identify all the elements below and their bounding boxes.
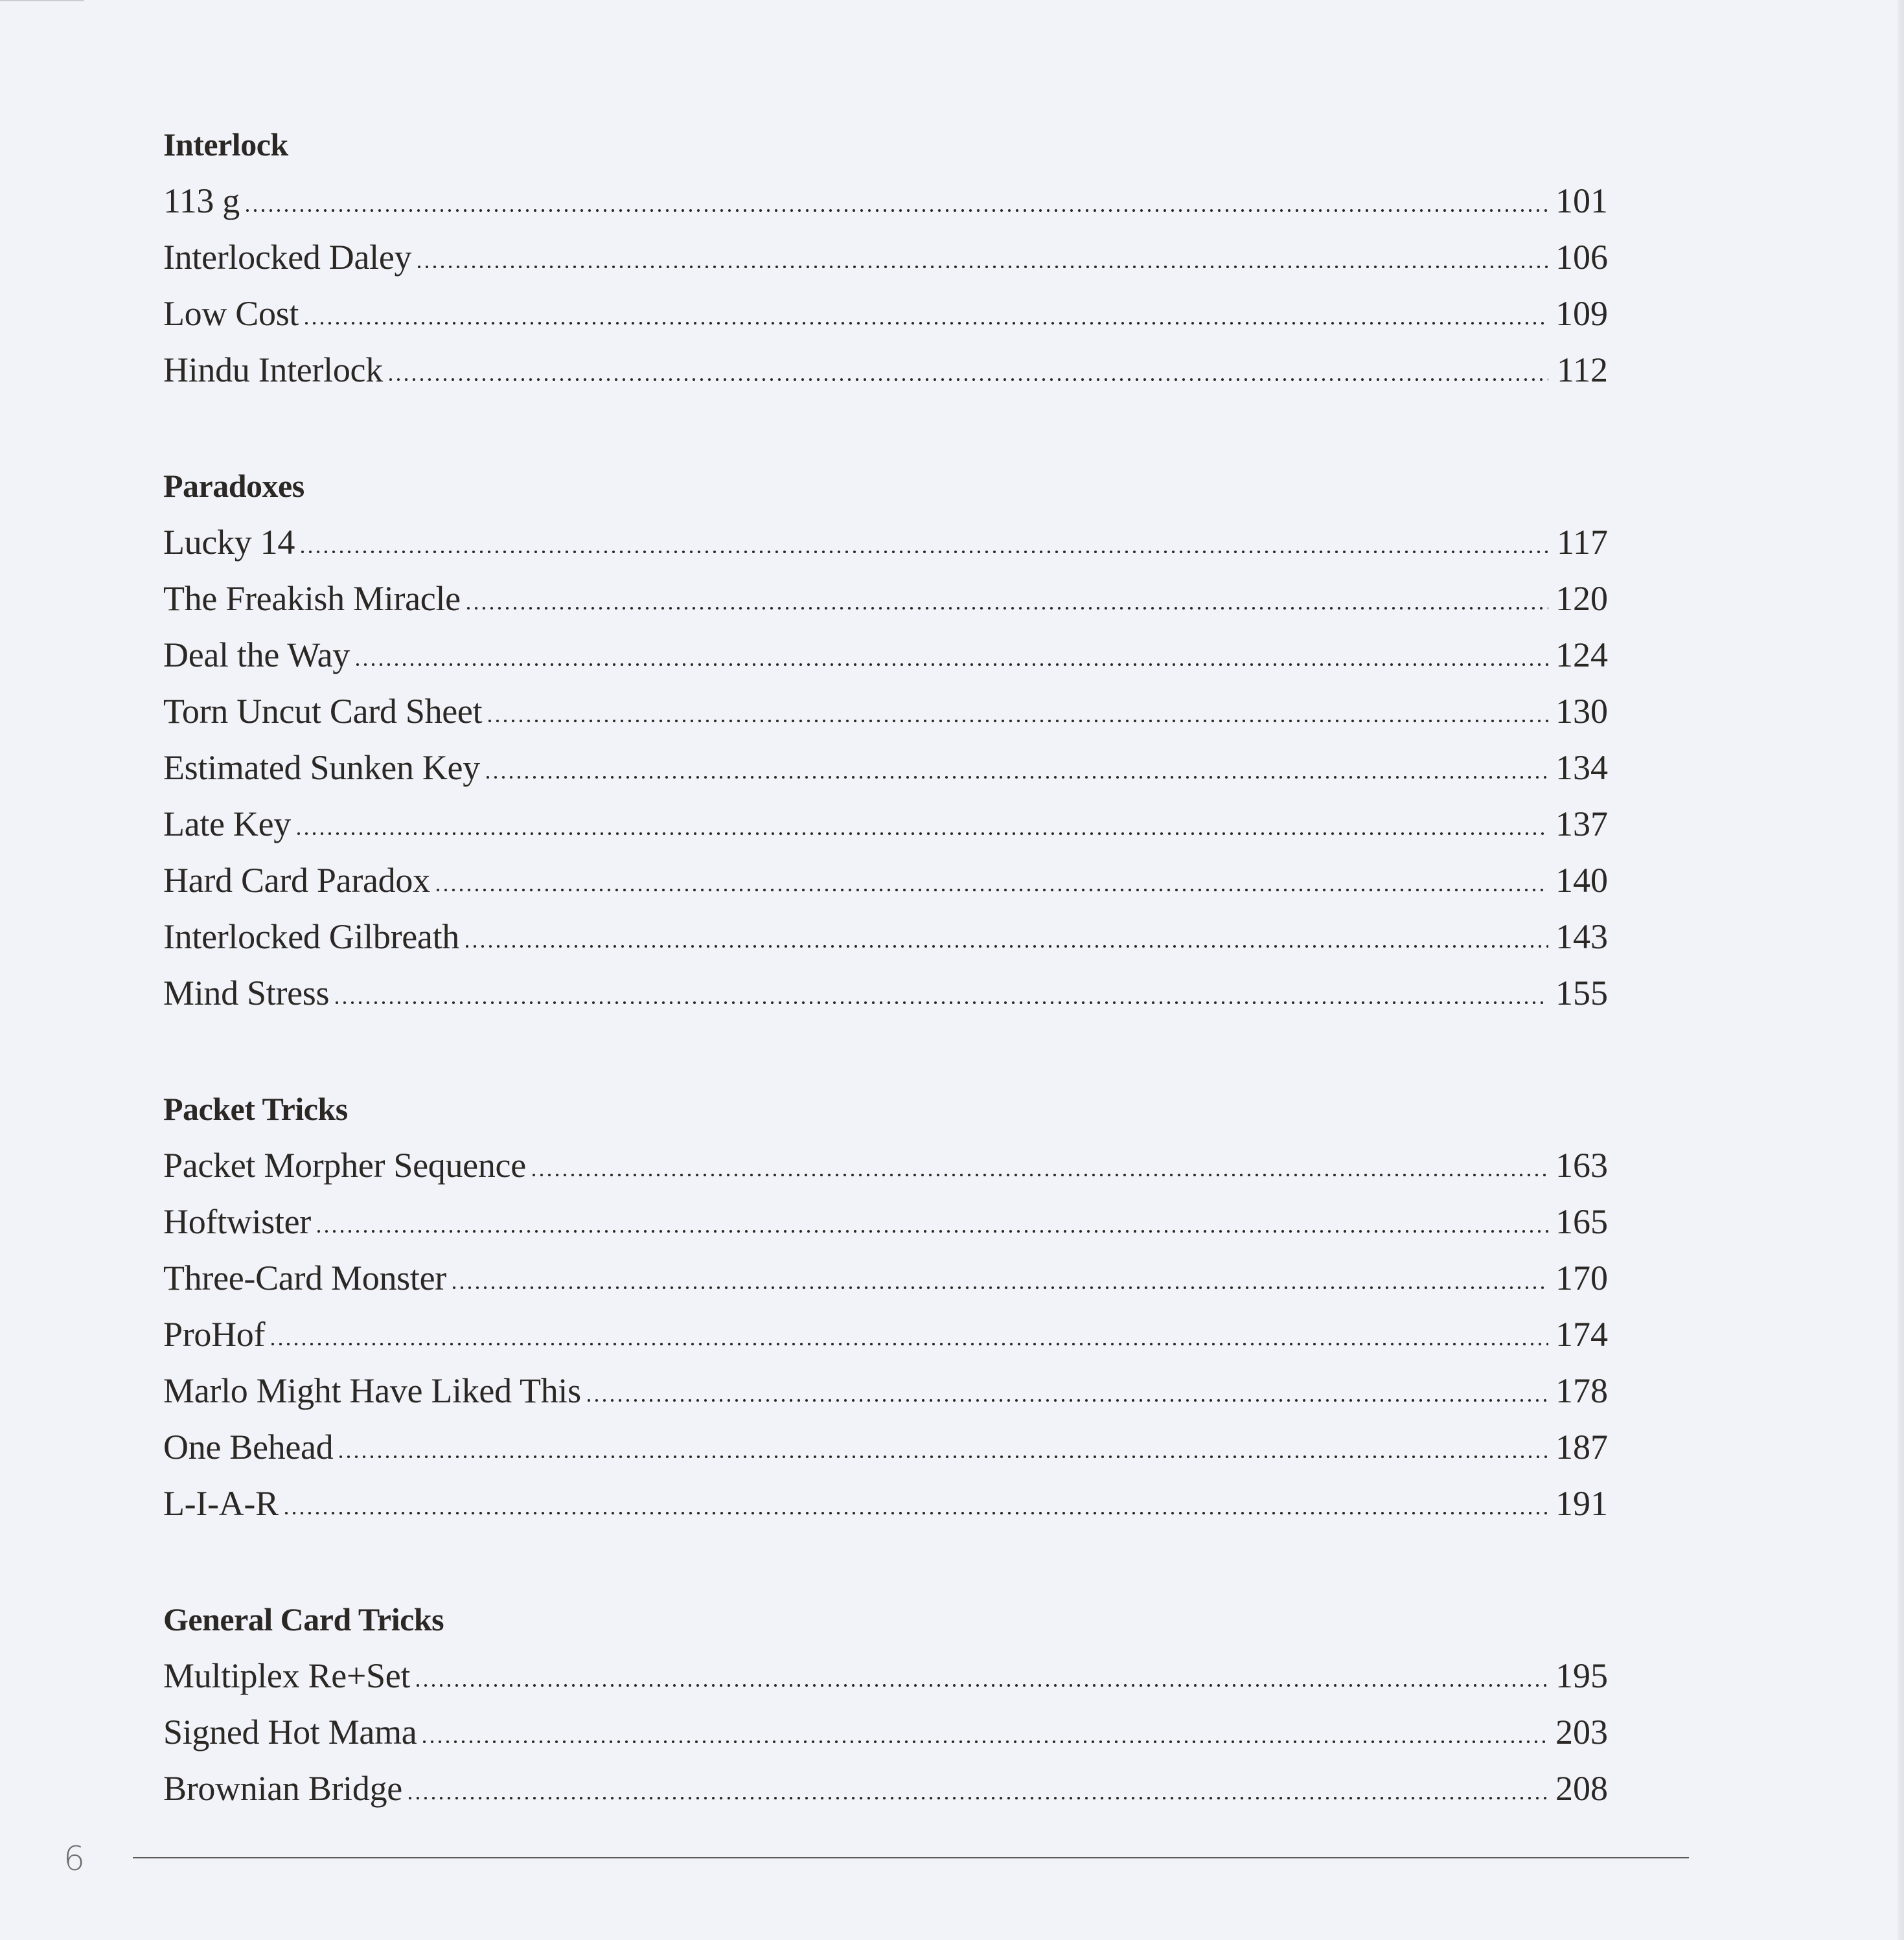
entry-page-number: 117: [1557, 523, 1608, 562]
toc-entry[interactable]: [163, 173, 1608, 229]
dot-leader: [414, 1683, 1548, 1687]
toc-section-general-card-tricks: [163, 1592, 1608, 1817]
toc-entry[interactable]: [163, 571, 1608, 627]
entry-title: Signed Hot Mama: [163, 1713, 417, 1752]
entry-title: Deal the Way: [163, 635, 350, 674]
dot-leader: [420, 1740, 1548, 1744]
toc-entry[interactable]: [163, 1761, 1608, 1817]
entry-page-number: 143: [1555, 917, 1608, 956]
dot-leader: [484, 775, 1548, 779]
dot-leader: [315, 1229, 1548, 1233]
section-title: General Card Tricks: [163, 1601, 444, 1638]
entry-page-number: 191: [1555, 1484, 1608, 1523]
entry-title: Mind Stress: [163, 974, 330, 1012]
entry-page-number: 170: [1555, 1259, 1608, 1297]
dot-leader: [387, 378, 1548, 382]
entry-page-number: 109: [1555, 294, 1608, 333]
entry-title: ProHof: [163, 1315, 266, 1354]
entry-page-number: 187: [1555, 1428, 1608, 1466]
toc-entry[interactable]: [163, 1363, 1608, 1419]
entry-title: Low Cost: [163, 294, 299, 333]
entry-page-number: 203: [1555, 1713, 1608, 1752]
section-title: Interlock: [163, 126, 288, 163]
toc-entry[interactable]: [163, 627, 1608, 683]
entry-page-number: 112: [1557, 350, 1608, 389]
entry-title: 113 g: [163, 181, 240, 220]
entry-page-number: 130: [1555, 692, 1608, 731]
toc-entry[interactable]: [163, 909, 1608, 965]
toc-entry[interactable]: [163, 1419, 1608, 1476]
dot-leader: [450, 1286, 1548, 1290]
toc-section-packet-tricks: [163, 1081, 1608, 1532]
entry-title: Three-Card Monster: [163, 1259, 446, 1297]
dot-leader: [354, 663, 1548, 667]
folio-page-number: 6: [63, 1840, 86, 1878]
dot-leader: [295, 832, 1548, 836]
entry-page-number: 155: [1555, 974, 1608, 1012]
dot-leader: [415, 265, 1548, 269]
entry-page-number: 120: [1555, 579, 1608, 618]
entry-title: Interlocked Daley: [163, 238, 412, 277]
toc-section-paradoxes: [163, 458, 1608, 1021]
toc-entry[interactable]: [163, 229, 1608, 286]
toc-entry[interactable]: [163, 1648, 1608, 1704]
entry-page-number: 195: [1555, 1656, 1608, 1695]
entry-title: Marlo Might Have Liked This: [163, 1371, 581, 1410]
dot-leader: [585, 1398, 1548, 1402]
toc-entry[interactable]: [163, 852, 1608, 909]
entry-title: Multiplex Re+Set: [163, 1656, 411, 1695]
entry-title: Estimated Sunken Key: [163, 748, 480, 787]
footer-rule: [133, 1857, 1689, 1858]
toc-section-interlock: [163, 117, 1608, 398]
toc-entry[interactable]: [163, 1476, 1608, 1532]
dot-leader: [299, 550, 1548, 554]
dot-leader: [269, 1342, 1548, 1346]
dot-leader: [244, 209, 1548, 212]
toc-entry[interactable]: [163, 1250, 1608, 1307]
page-edge: [1898, 0, 1904, 1940]
entry-page-number: 140: [1555, 861, 1608, 900]
toc-entry[interactable]: [163, 1307, 1608, 1363]
toc-entry[interactable]: [163, 342, 1608, 398]
dot-leader: [337, 1455, 1548, 1459]
toc-entry[interactable]: [163, 965, 1608, 1021]
entry-page-number: 101: [1555, 181, 1608, 220]
entry-page-number: 208: [1555, 1769, 1608, 1808]
dot-leader: [303, 321, 1548, 325]
toc-entry[interactable]: [163, 1137, 1608, 1194]
corner-mark: [0, 0, 84, 1]
dot-leader: [463, 944, 1548, 948]
entry-title: Lucky 14: [163, 523, 295, 562]
entry-title: Hard Card Paradox: [163, 861, 430, 900]
entry-title: Hindu Interlock: [163, 350, 383, 389]
dot-leader: [486, 719, 1548, 723]
entry-title: Packet Morpher Sequence: [163, 1146, 526, 1185]
toc-entry[interactable]: [163, 1194, 1608, 1250]
entry-title: Interlocked Gilbreath: [163, 917, 459, 956]
section-title: Packet Tricks: [163, 1091, 348, 1127]
entry-title: Late Key: [163, 805, 291, 843]
entry-page-number: 124: [1555, 635, 1608, 674]
entry-title: Brownian Bridge: [163, 1769, 402, 1808]
dot-leader: [406, 1796, 1548, 1800]
toc-entry[interactable]: [163, 1704, 1608, 1761]
toc-entry[interactable]: [163, 740, 1608, 796]
section-title: Paradoxes: [163, 468, 304, 504]
entry-page-number: 106: [1555, 238, 1608, 277]
entry-title: Torn Uncut Card Sheet: [163, 692, 483, 731]
toc-entry[interactable]: [163, 286, 1608, 342]
dot-leader: [434, 888, 1548, 892]
entry-title: The Freakish Miracle: [163, 579, 461, 618]
entry-page-number: 178: [1555, 1371, 1608, 1410]
entry-page-number: 137: [1555, 805, 1608, 843]
toc-entry[interactable]: [163, 796, 1608, 852]
entry-title: Hoftwister: [163, 1202, 311, 1241]
dot-leader: [282, 1511, 1548, 1515]
toc-entry[interactable]: [163, 683, 1608, 740]
table-of-contents: [163, 117, 1608, 1877]
entry-title: L-I-A-R: [163, 1484, 279, 1523]
dot-leader: [333, 1001, 1548, 1005]
dot-leader: [530, 1173, 1548, 1177]
entry-page-number: 165: [1555, 1202, 1608, 1241]
entry-page-number: 134: [1555, 748, 1608, 787]
entry-page-number: 163: [1555, 1146, 1608, 1185]
entry-title: One Behead: [163, 1428, 334, 1466]
entry-page-number: 174: [1555, 1315, 1608, 1354]
toc-entry[interactable]: [163, 514, 1608, 571]
dot-leader: [465, 606, 1548, 610]
